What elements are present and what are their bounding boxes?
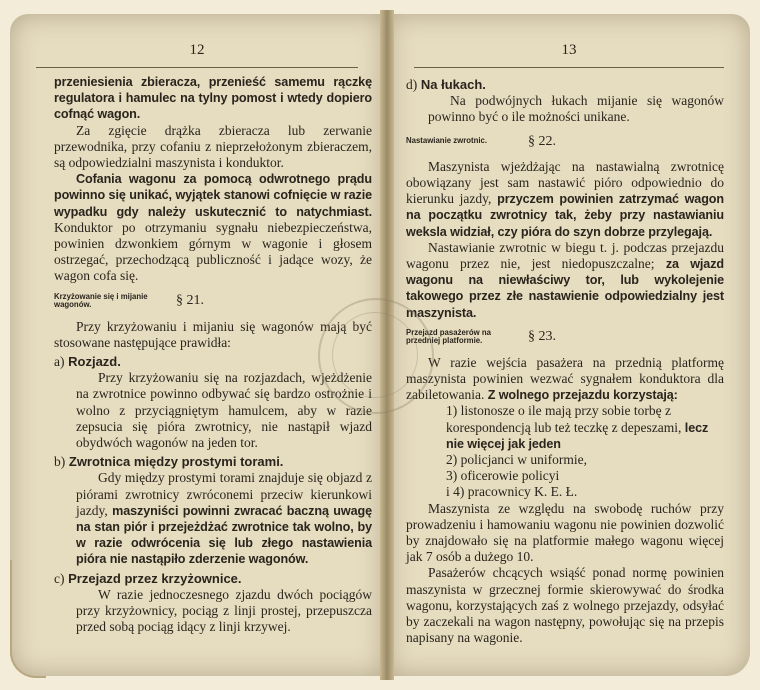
section-23-heading bbox=[406, 329, 724, 346]
paragraph: Na podwójnych łukach mijanie się wagonów powinno być o ile możności unikane. bbox=[428, 93, 724, 125]
section-number: § 23. bbox=[528, 329, 556, 345]
paragraph: Przy krzyżowaniu i mijaniu się wagonów mają być stosowane następujące prawidła: bbox=[54, 318, 372, 350]
paragraph: Maszynista wjeżdżając na nastawialną zwrotnicę obowiązany jest sam nastawić pióro odpowiednio do kierunku jazdy, przyczem powinien zatrzymać wagon na początku zwrotnicy tak, żeby przy nastawianiu weksla widział, czy pióra do szyn dobrze przylegają. bbox=[406, 158, 724, 239]
list-item: i 4) pracownicy K. E. Ł. bbox=[446, 484, 578, 500]
marginal-note: Krzyżowanie się i mijanie wagonów. bbox=[54, 291, 148, 310]
section-number: § 21. bbox=[176, 293, 204, 309]
header-rule bbox=[36, 67, 358, 68]
paragraph: Maszynista ze względu na swobodę ruchów przy prowadzeniu i hamowaniu wagonu nie powinien dozwolić by znajdowało się na platformie małego wagonu więcej jak 7 osób a dużego 10. bbox=[406, 500, 724, 565]
paragraph: W razie jednoczesnego zjazdu dwóch pociągów przy krzyżownicy, pociąg z linji prostej, przepuszcza przed sobą pociąg idący z linji krzywej. bbox=[76, 586, 372, 635]
library-stamp bbox=[318, 298, 434, 414]
paragraph: przeniesienia zbieracza, przenieść samemu rączkę regulatora i hamulec na tylny pomost i wtedy dopiero cofnąć wagon. bbox=[54, 75, 372, 122]
paragraph: Gdy między prostymi torami znajduje się objazd z piórami zwrotnicy zwróconemi przeciw kierunkowi jazdy, maszyniści powinni zwracać baczną uwagę na stan piór i przejeżdżać zwrotnice tak wolno, by w razie odwrócenia się lub złego nastawienia pióra nie nastąpiło zderzenie wagonów. bbox=[76, 470, 372, 567]
list-item: 1) listonosze o ile mają przy sobie torbę z korespondencją lub też teczkę z depeszami, lecz nie więcej jak jeden bbox=[446, 403, 709, 451]
rule-heading-a: a) Rozjazd. bbox=[54, 354, 121, 370]
marginal-note: Przejazd pasażerów na przedniej platformie. bbox=[406, 327, 491, 346]
rule-heading-c: c) Przejazd przez krzyżownice. bbox=[54, 570, 242, 586]
list-item: 3) oficerowie policyi bbox=[446, 468, 560, 484]
exemption-list bbox=[406, 403, 724, 500]
paragraph: Nastawianie zwrotnic w biegu t. j. podczas przejazdu wagonu przez nie, jest niedopuszczalne; za wjazd wagonu na niewłaściwy tor, lub wykolejenie takowego przez złe nastawienie odpowiedzialny jest maszynista. bbox=[406, 239, 724, 320]
marginal-note: Nastawianie zwrotnic. bbox=[406, 136, 488, 146]
right-page-text bbox=[406, 74, 724, 647]
section-22-heading bbox=[406, 134, 724, 150]
paragraph: Przy krzyżowaniu się na rozjazdach, wjeżdżenie na zwrotnice powinno odbywać się bardzo ostrożnie i wolno z przyciągniętym hamulcem, aby w razie zepsucia się pióra zwrotnicy, nie nastąpił wjazd obydwóch wagonów na jeden tor. bbox=[76, 370, 372, 451]
paragraph: Za zgięcie drążka zbieracza lub zerwanie przewodnika, przy cofaniu z nieprzełożonym zbieraczem, są odpowiedzialni maszynista i konduktor. bbox=[54, 122, 372, 171]
rule-heading-d: d) Na łukach. bbox=[406, 77, 486, 92]
list-item: 2) policjanci w uniformie, bbox=[446, 452, 587, 468]
paragraph: Pasażerów chcących wsiąść ponad normę powinien maszynista w grzecznej formie skierowywać do środka wagonu, korzystających zaś z wolnego przejazdy, odsyłać by zaczekali na wagon następny, powołując się na przepis napisany na wagonie. bbox=[406, 565, 724, 646]
page-number-left: 12 bbox=[189, 42, 205, 58]
paragraph: W razie wejścia pasażera na przednią platformę maszynista powinien wezwać sygnałem konduktora dla zabiletowania. Z wolnego przejazdu korzystają: bbox=[406, 354, 724, 403]
section-number: § 22. bbox=[528, 133, 556, 149]
page-number-right: 13 bbox=[561, 42, 577, 58]
right-page bbox=[388, 14, 750, 676]
rule-heading-b: b) Zwrotnica między prostymi torami. bbox=[54, 454, 284, 470]
header-rule bbox=[414, 67, 724, 68]
page-edges bbox=[10, 560, 46, 678]
paragraph: Cofania wagonu za pomocą odwrotnego prądu powinno się unikać, wyjątek stanowi cofnięcie w razie wypadku gdy należy uskutecznić to natychmiast. Konduktor po otrzymaniu sygnału niebezpieczeństwa, powinien dzwonkiem górnym w wagonie i głosem ostrzegać, przechodzącą publiczność i jadące wozy, że wagon cofa się. bbox=[54, 172, 372, 284]
section-21-heading bbox=[54, 293, 372, 310]
